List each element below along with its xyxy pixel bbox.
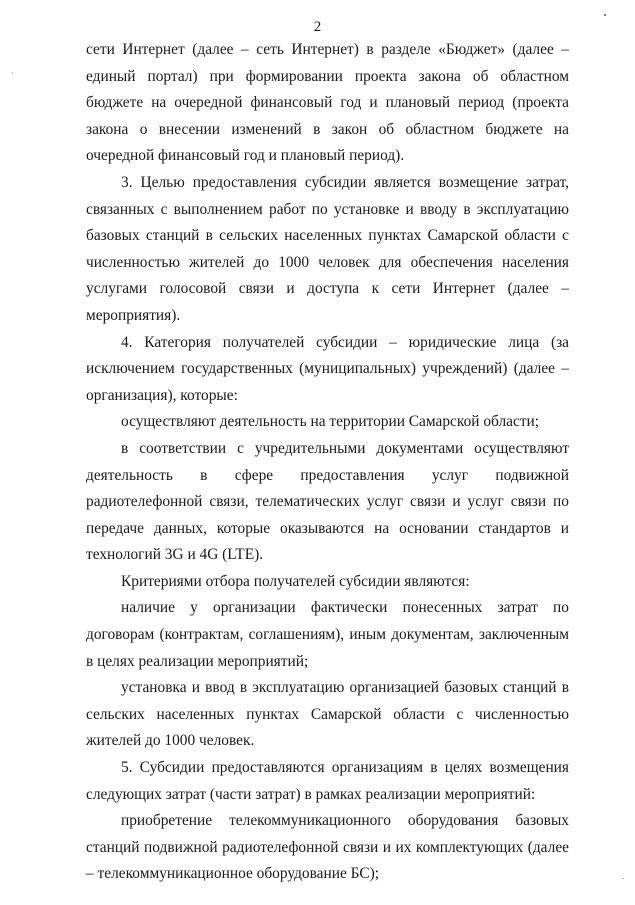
page-number: 2 xyxy=(313,19,322,35)
scan-speck xyxy=(622,878,624,879)
document-body xyxy=(86,37,569,888)
paragraph-recipient-condition-territory: осуществляют деятельность на территории Самарской области; xyxy=(121,413,540,431)
paragraph-item-3-purpose: 3. Целью предоставления субсидии является возмещение затрат, связанных с выполнением работ по установке и вводу в эксплуатацию базовых станций в сельских населенных пунктах Самарской области с численностью жителей до 1000 человек для обеспечения населения услугами голосовой связи и доступа к сети Интернет (далее – мероприятия). xyxy=(86,173,569,324)
paragraph-portal-continuation: сети Интернет (далее – сеть Интернет) в разделе «Бюджет» (далее – единый портал) при формировании проекта закона об областном бюджете на очередной финансовый год и плановый период (проекта закона о внесении изменений в закон об областном бюджете на очередной финансовый год и плановый период). xyxy=(86,41,569,165)
scan-speck xyxy=(604,14,606,16)
paragraph-selection-criteria-heading: Критериями отбора получателей субсидии являются: xyxy=(121,572,470,590)
paragraph-equipment-purchase: приобретение телекоммуникационного оборудования базовых станций подвижной радиотелефонной связи и их комплектующих (далее – телекоммуникационное оборудование БС); xyxy=(86,812,569,883)
paragraph-criterion-costs: наличие у организации фактически понесенных затрат по договорам (контрактам, соглашениям), иным документам, заключенным в целях реализации мероприятий; xyxy=(86,599,569,670)
paragraph-criterion-installation: установка и ввод в эксплуатацию организацией базовых станций в сельских населенных пунктах Самарской области с численностью жителей до 1000 человек. xyxy=(86,679,569,750)
paragraph-recipient-condition-activity: в соответствии с учредительными документами осуществляют деятельность в сфере предоставления услуг подвижной радиотелефонной связи, телематических услуг связи и услуг связи по передаче данных, которые оказываются на основании стандартов и технологий 3G и 4G (LTE). xyxy=(86,439,569,564)
paragraph-item-4-recipients: 4. Категория получателей субсидии – юридические лица (за исключением государственных (муниципальных) учреждений) (далее – организация), которые: xyxy=(86,333,569,404)
scan-speck xyxy=(12,72,13,74)
paragraph-item-5-subsidies: 5. Субсидии предоставляются организациям в целях возмещения следующих затрат (части затрат) в рамках реализации мероприятий: xyxy=(86,759,569,803)
